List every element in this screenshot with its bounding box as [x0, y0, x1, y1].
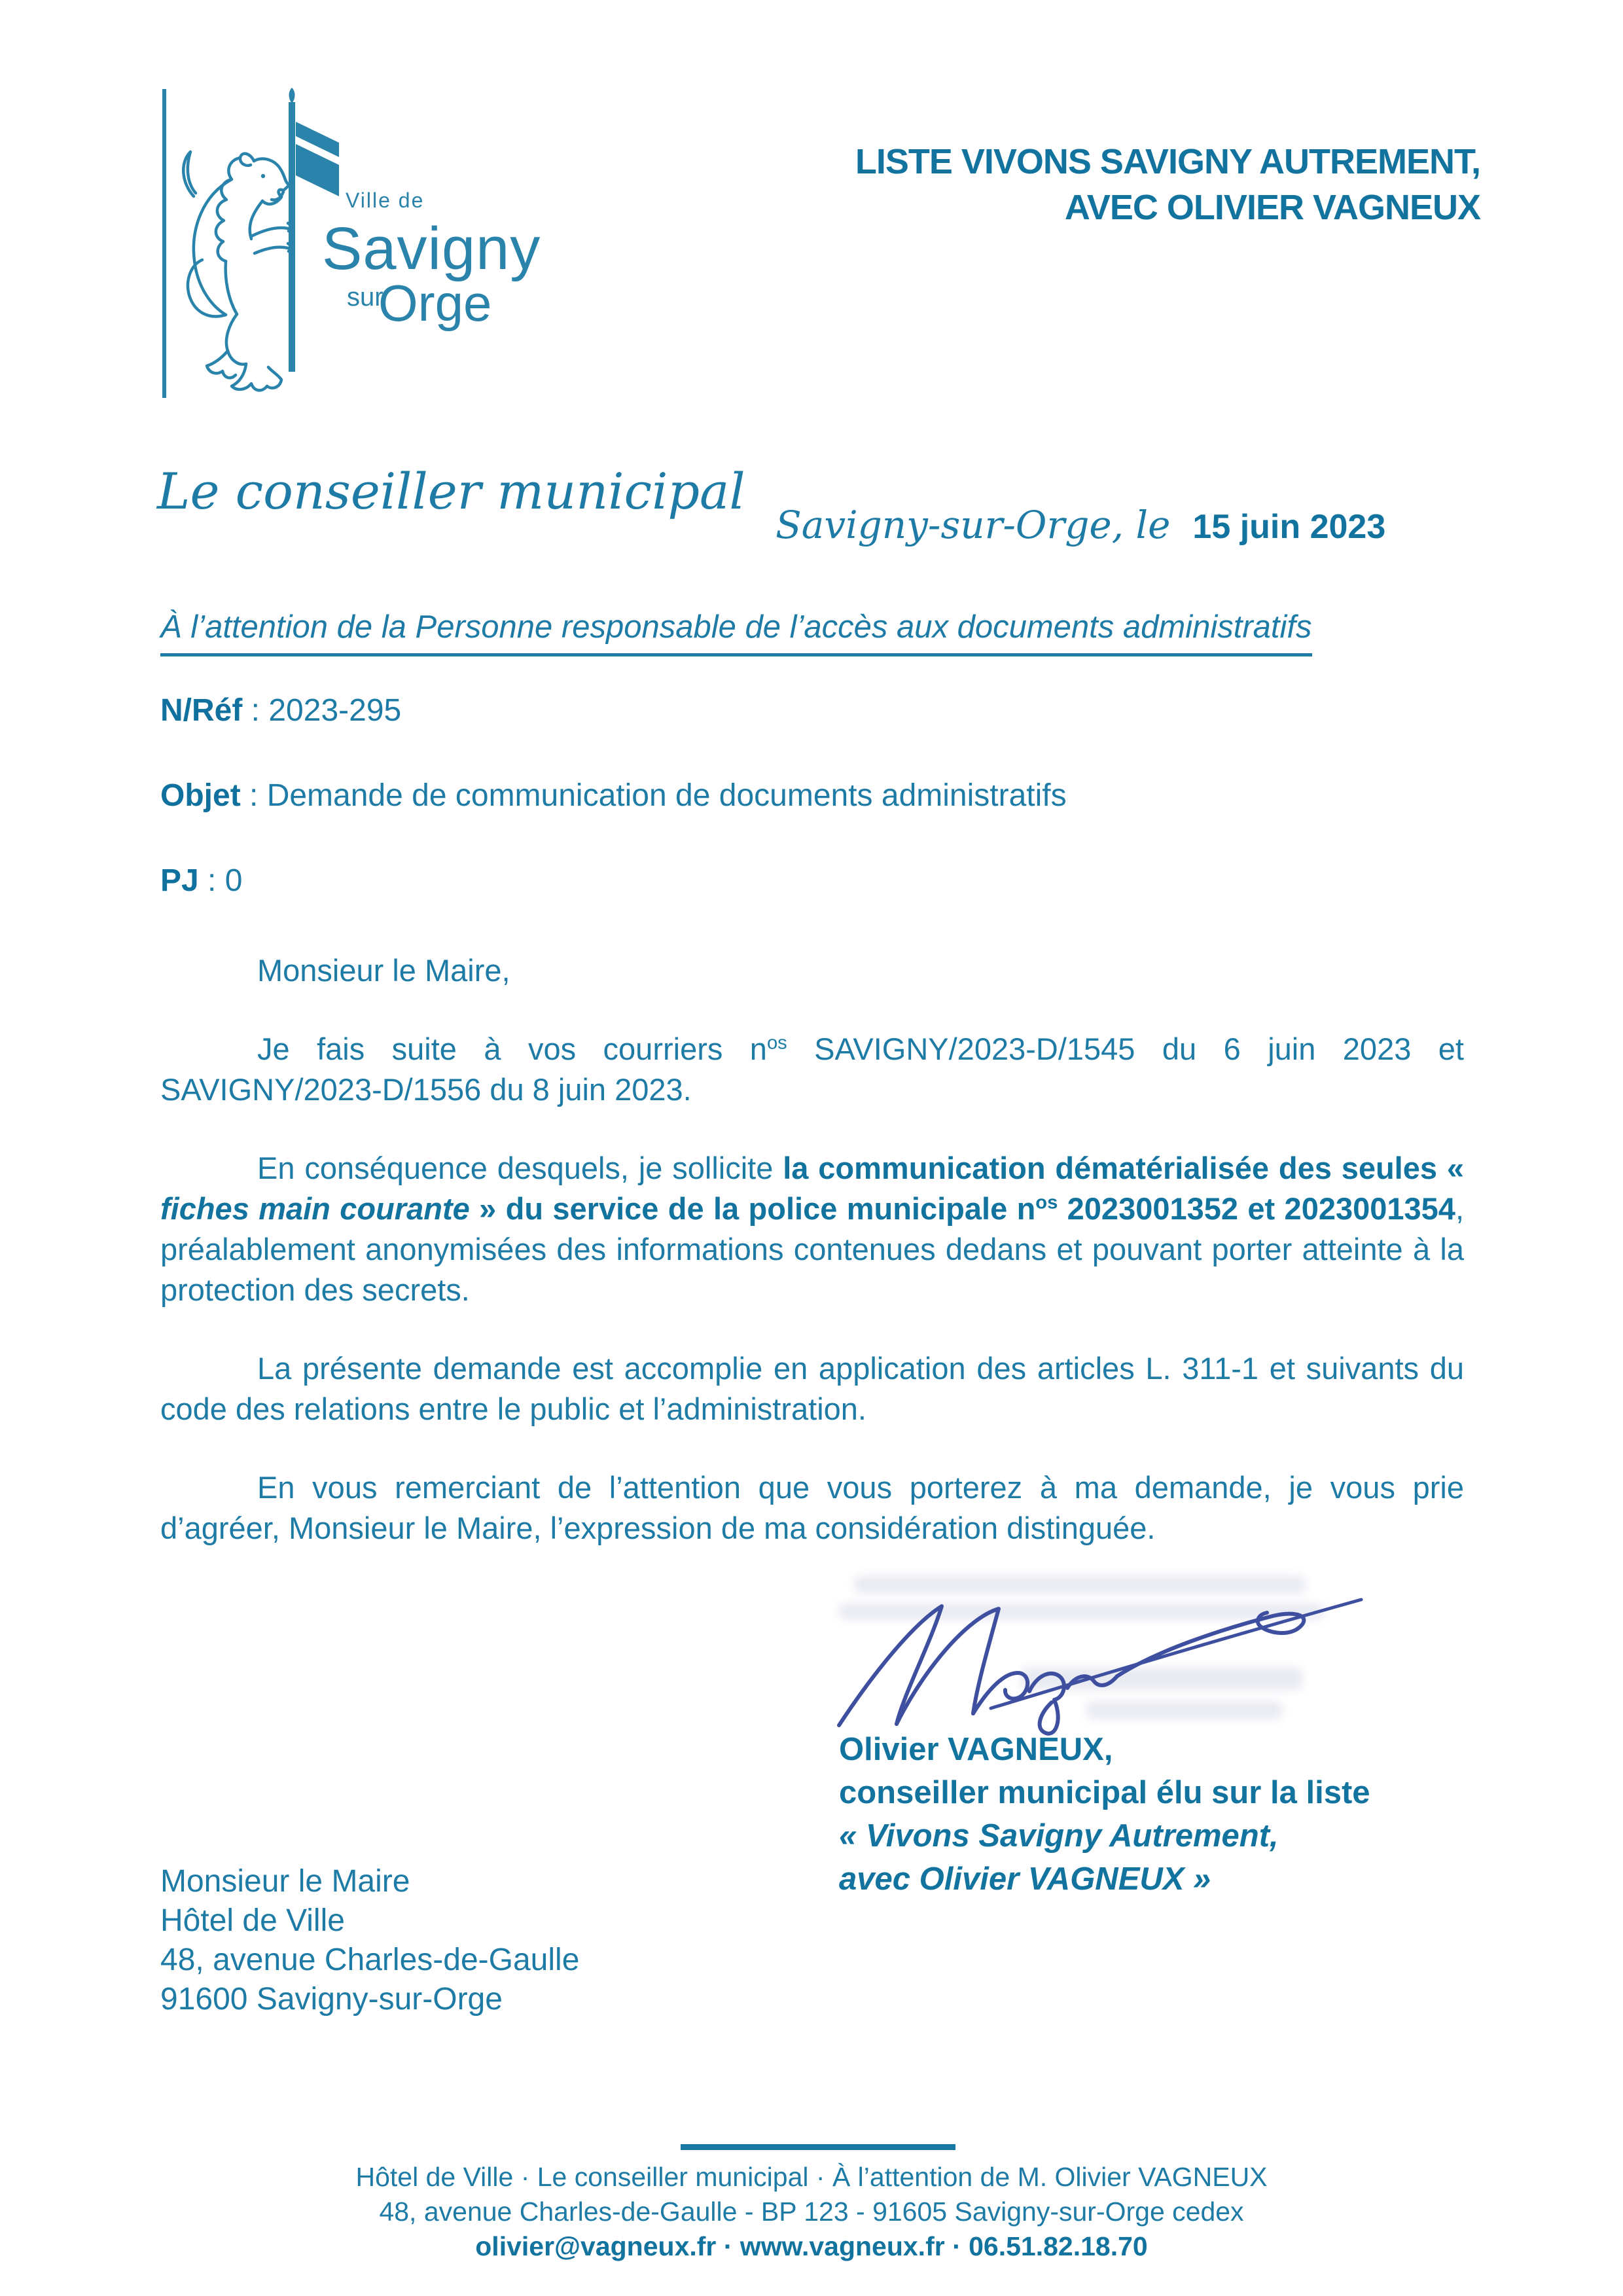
handwritten-signature: [826, 1570, 1395, 1737]
attachments-value: 0: [224, 863, 243, 898]
attention-line-text: À l’attention de la Personne responsable de l’accès aux documents administratifs: [160, 609, 1312, 656]
salutation: Monsieur le Maire,: [257, 953, 510, 988]
logo-ville-de: Ville de: [346, 188, 425, 212]
subject-value: Demande de communication de documents administratifs: [266, 778, 1067, 813]
reference-value: 2023-295: [268, 693, 402, 728]
footer-line-1: Hôtel de Ville · Le conseiller municipal · À l’attention de M. Olivier VAGNEUX: [355, 2162, 1268, 2192]
signatory-list-line1: « Vivons Savigny Autrement,: [839, 1818, 1279, 1854]
emblem-rule: [162, 89, 166, 398]
recipient-line: Monsieur le Maire: [160, 1864, 410, 1899]
subject-label: Objet: [160, 778, 241, 813]
pole-finial: [289, 88, 295, 103]
letter-body: [160, 950, 1464, 1587]
footer-line-3: olivier@vagneux.fr · www.vagneux.fr · 06.51.82.18.70: [475, 2231, 1148, 2261]
recipient-address: [160, 1862, 579, 2019]
reference-label: N/Réf: [160, 693, 243, 728]
footer-divider: [681, 2144, 955, 2150]
logo-sur: sur: [347, 283, 383, 312]
footer: [0, 2160, 1623, 2264]
signatory-name: Olivier VAGNEUX,: [839, 1732, 1113, 1767]
reference-line: N/Réf : 2023-295: [160, 693, 402, 728]
campaign-list-header: [564, 139, 1480, 230]
sender-title: Le conseiller municipal: [157, 462, 745, 520]
subject-line: Objet : Demande de communication de documents administratifs: [160, 778, 1067, 813]
recipient-line: 48, avenue Charles-de-Gaulle: [160, 1943, 580, 1977]
flag-pole: [289, 102, 295, 372]
attachments-label: PJ: [160, 863, 199, 898]
dateline-place: Savigny-sur-Orge, le: [776, 503, 1171, 547]
dateline-date: 15 juin 2023: [1192, 508, 1386, 546]
recipient-line: 91600 Savigny-sur-Orge: [160, 1982, 503, 2017]
logo-savigny: Savigny: [322, 215, 541, 282]
header-line-1: LISTE VIVONS SAVIGNY AUTREMENT,: [855, 142, 1480, 181]
dateline: [776, 503, 1385, 547]
attention-line: [160, 609, 1466, 656]
signatory-role: conseiller municipal élu sur la liste: [839, 1775, 1370, 1810]
attachments-line: PJ : 0: [160, 863, 243, 898]
signatory-list-line2: avec Olivier VAGNEUX »: [839, 1861, 1211, 1897]
paragraph-1: Je fais suite à vos courriers $n^{os}$ SAVIGNY/2023-D/1545 du 6 juin 2023 et SAVIGNY/2023-D/1556 du 8 juin 2023.: [160, 1031, 1464, 1107]
logo-orge: Orge: [378, 274, 492, 332]
paragraph-2: En conséquence desquels, je sollicite la communication dématérialisée des seules « fiches main courante » du service de la police municipale $n^{os}$ 2023001352 et 2023001354, préalablement anonymisées des informations contenues dedans et pouvant porter atteinte à la protection des secrets.: [160, 1151, 1465, 1307]
lion-outline: [183, 152, 293, 390]
recipient-line: Hôtel de Ville: [160, 1903, 345, 1938]
footer-line-2: 48, avenue Charles-de-Gaulle - BP 123 - 91605 Savigny-sur-Orge cedex: [379, 2197, 1244, 2227]
header-line-2: AVEC OLIVIER VAGNEUX: [1064, 188, 1480, 227]
paragraph-3: La présente demande est accomplie en application des articles L. 311-1 et suivants du code des relations entre le public et l’administration.: [160, 1351, 1464, 1426]
paragraph-4: En vous remerciant de l’attention que vous porterez à ma demande, je vous prie d’agréer, Monsieur le Maire, l’expression de ma considération distinguée.: [160, 1470, 1464, 1545]
signature-block: [839, 1728, 1370, 1901]
